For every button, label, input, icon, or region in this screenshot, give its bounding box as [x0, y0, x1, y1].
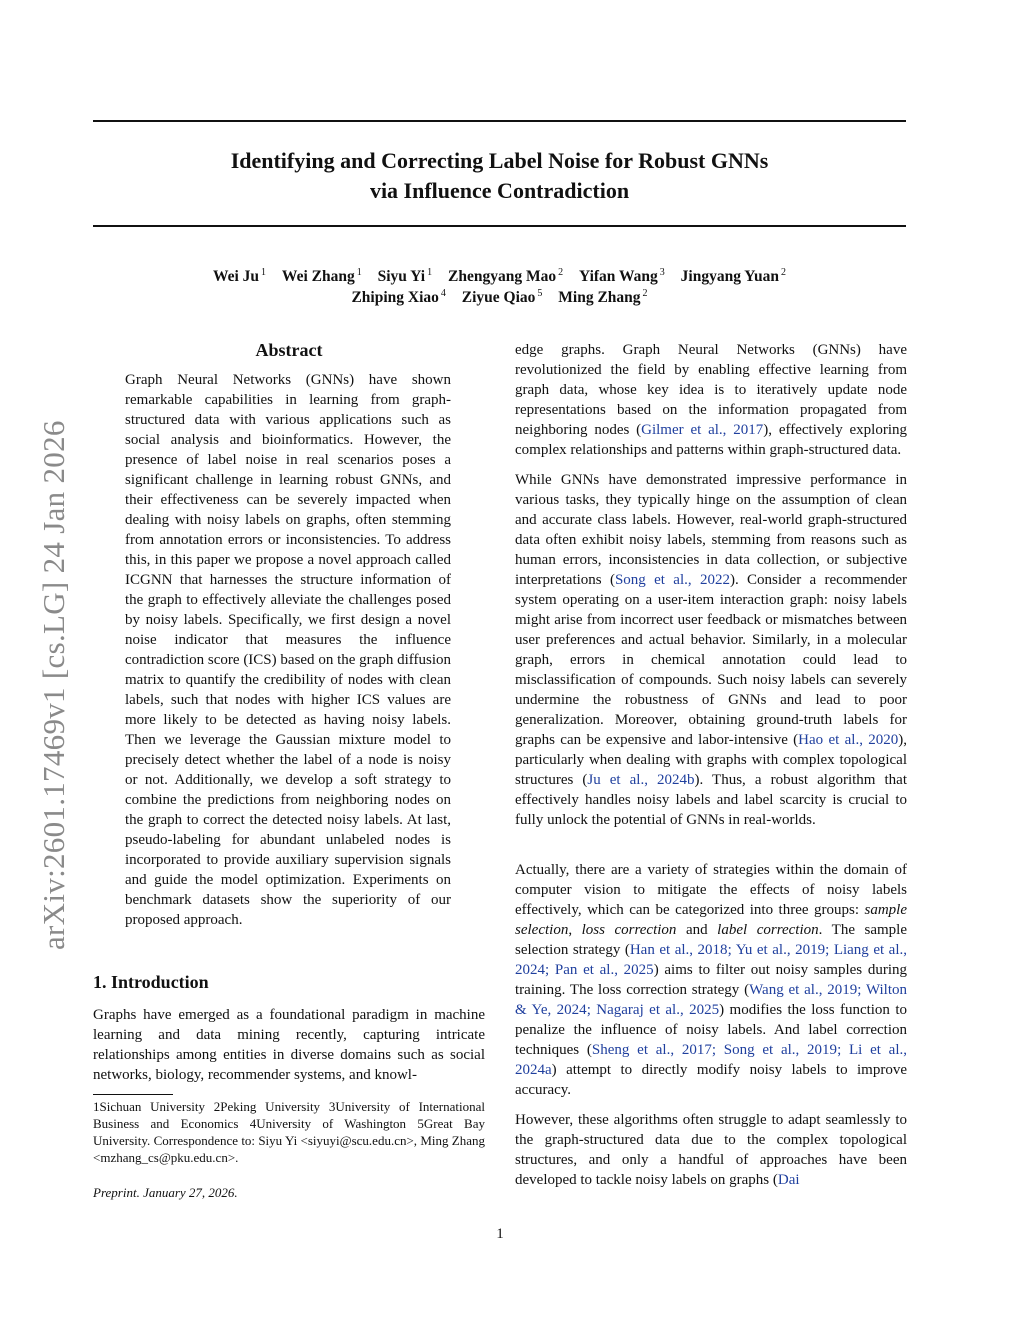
citation-link[interactable]: Hao et al., 2020	[798, 732, 899, 748]
citation-link[interactable]: Han et al., 2018	[629, 942, 728, 958]
paper-title-line-2: via Influence Contradiction	[369, 178, 630, 203]
citation-link[interactable]: Pan et al., 2025	[554, 962, 654, 978]
arxiv-identifier-watermark: arXiv:2601.17469v1 [cs.LG] 24 Jan 2026	[36, 420, 71, 950]
paper-title-line-1: Identifying and Correcting Label Noise for Robust GNNs	[230, 148, 769, 173]
citation-link[interactable]: Yu et al., 2019	[735, 942, 826, 958]
citation-link[interactable]: Gilmer et al., 2017	[641, 422, 764, 438]
intro-paragraph-2: While GNNs have demonstrated impressive performance in various tasks, they typically hinge on the assumption of clean and accurate class labels. However, real-world graph-structured data often exhibit noisy labels, stemming from reasons such as human errors, inconsistencies in data collection, or subjective interpretations (Song et al., 2022). Consider a recommender system operating on a user-item interaction graph: noisy labels might arise from incorrect user feedback or mismatches between user preferences and actual behavior. Similarly, in a molecular graph, errors in chemical annotation could lead to misclassification of compounds. Such noisy labels can severely undermine the robustness of GNNs and lead to poor generalization. Moreover, obtaining ground-truth labels for graphs can be expensive and labor-intensive (Hao et al., 2020), particularly when dealing with graphs with complex topological structures (Ju et al., 2024b). Thus, a robust algorithm that effectively handles noisy labels and label scarcity is crucial to fully unlock the potential of GNNs in real-worlds.	[515, 472, 908, 828]
citation-link[interactable]: Wilton & Ye, 2024	[515, 982, 908, 1018]
intro-paragraph-3: Actually, there are a variety of strategies within the domain of computer vision to mitigate the effects of noisy labels effectively, which can be categorized into three groups: sample selection, loss correction and label correction. The sample selection strategy (Han et al., 2018; Yu et al., 2019; Liang et al., 2024; Pan et al., 2025) aims to filter out noisy samples during training. The loss correction strategy (Wang et al., 2019; Wilton & Ye, 2024; Nagaraj et al., 2025) modifies the loss function to penalize the influence of noisy labels. And label correction techniques (Sheng et al., 2017; Song et al., 2019; Li et al., 2024a) attempt to directly modify noisy labels to improve accuracy.	[515, 862, 908, 1098]
author: Yifan Wang $^3$	[578, 267, 665, 286]
author: Wei Ju $^1$	[212, 267, 267, 286]
abstract-heading: Abstract	[255, 340, 323, 360]
title-bottom-rule	[93, 225, 906, 227]
author: Wei Zhang $^1$	[281, 267, 362, 286]
citation-link[interactable]: Ju et al., 2024b	[587, 772, 695, 788]
citation-link[interactable]: Song et al., 2022	[614, 572, 730, 588]
citation-link[interactable]: Song et al., 2019	[723, 1042, 838, 1058]
author: Ming Zhang $^2$	[558, 288, 648, 307]
author: Zhengyang Mao $^2$	[448, 267, 564, 286]
citation-link[interactable]: Liang et al., 2024	[515, 942, 908, 978]
citation-link[interactable]: Dai	[777, 1172, 800, 1188]
page-number: 1	[496, 1226, 504, 1242]
abstract-text: Graph Neural Networks (GNNs) have shown remarkable capabilities in learning from graph-structured data with various applications such as social analysis and bioinformatics. However, the presence of label noise in real scenarios poses a significant challenge in learning robust GNNs, and their effectiveness can be severely impacted when dealing with noisy labels on graphs, often stemming from annotation errors or inconsistencies. To address this, in this paper we propose a novel approach called ICGNN that harnesses the structure information of the graph to effectively alleviate the challenges posed by noisy labels. Specifically, we first design a novel noise indicator that measures the influence contradiction score (ICS) based on the graph diffusion matrix to quantify the credibility of nodes with clean labels, such that nodes with higher ICS values are more likely to be detected as having noisy labels. Then we leverage the Gaussian mixture model to precisely detect whether the label of a node is noisy or not. Additionally, we develop a soft strategy to combine the predictions from neighboring nodes on the graph to correct the detected noisy labels. At last, pseudo-labeling for abundant unlabeled nodes is incorporated to provide auxiliary supervision signals and guide the model optimization. Experiments on benchmark datasets show the superiority of our proposed approach.	[125, 372, 451, 928]
intro-paragraph-1-left: Graphs have emerged as a foundational paradigm in machine learning and data mining recently, capturing intricate relationships among entities in diverse domains such as social networks, biology, recommender systems, and knowl-	[93, 1007, 485, 1083]
introduction-heading: 1. Introduction	[93, 972, 209, 992]
author: Jingyang Yuan $^2$	[680, 267, 787, 286]
citation-link[interactable]: Li et al., 2024a	[515, 1042, 908, 1078]
footnote-rule	[93, 1094, 173, 1095]
citation-link[interactable]: Sheng et al., 2017	[591, 1042, 712, 1058]
author-list-row-2	[93, 283, 906, 308]
title-top-rule	[93, 120, 906, 122]
citation-link[interactable]: Nagaraj et al., 2025	[596, 1002, 720, 1018]
author: Siyu Yi $^1$	[377, 267, 433, 286]
intro-paragraph-1-right: edge graphs. Graph Neural Networks (GNNs) have revolutionized the field by enabling effective learning from graph data, whose key idea is to iteratively update node representations based on the information propagated from neighboring nodes (Gilmer et al., 2017), effectively exploring complex relationships and patterns within graph-structured data.	[515, 342, 908, 458]
preprint-date: Preprint. January 27, 2026.	[93, 1185, 238, 1200]
citation-link[interactable]: Wang et al., 2019	[749, 982, 858, 998]
author: Ziyue Qiao $^5$	[461, 288, 543, 307]
affiliations-footnote: 1Sichuan University 2Peking University 3University of International Business and Economics 4University of Washington 5Great Bay University. Correspondence to: Siyu Yi <siyuyi@scu.edu.cn>, Ming Zhang <mzhang_cs@pku.edu.cn>.	[93, 1099, 485, 1165]
intro-paragraph-4: However, these algorithms often struggle to adapt seamlessly to the graph-structured data due to the complex topological structures, and only a handful of approaches have been developed to tackle noisy labels on graphs (Dai	[515, 1112, 907, 1188]
author: Zhiping Xiao $^4$	[351, 288, 446, 307]
